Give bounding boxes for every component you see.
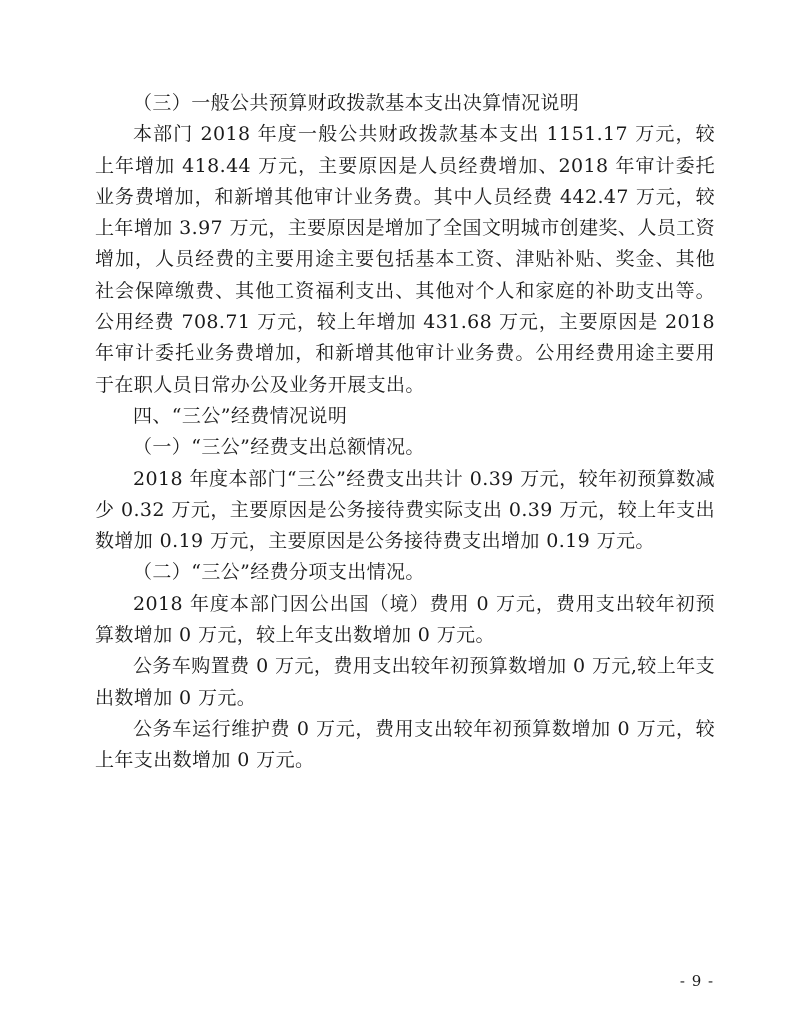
paragraph-total: 2018 年度本部门“三公”经费支出共计 0.39 万元，较年初预算数减少 0.32 万元，主要原因是公务接待费实际支出 0.39 万元，较上年支出数增加 0.19 万元，主要原因是公务接待费支出增加 0.19 万元。 [95, 467, 715, 553]
page-number: - 9 - [679, 972, 715, 990]
document-body [95, 88, 715, 777]
subsection-heading-itemized: （二）“三公”经费分项支出情况。 [133, 561, 425, 584]
paragraph-vehicle-purchase: 公务车购置费 0 万元，费用支出较年初预算数增加 0 万元,较上年支出数增加 0 万元。 [95, 655, 715, 709]
paragraph-overseas: 2018 年度本部门因公出国（境）费用 0 万元，费用支出较年初预算数增加 0 万元，较上年支出数增加 0 万元。 [95, 592, 715, 647]
section-heading-three-public: 四、“三公”经费情况说明 [133, 404, 348, 427]
subsection-heading-total: （一）“三公”经费支出总额情况。 [133, 436, 425, 459]
paragraph-vehicle-maintenance: 公务车运行维护费 0 万元，费用支出较年初预算数增加 0 万元，较上年支出数增加 0 万元。 [95, 717, 715, 772]
paragraph-basic-expenditure: 本部门 2018 年度一般公共财政拨款基本支出 1151.17 万元，较上年增加 418.44 万元，主要原因是人员经费增加、2018 年审计委托业务费增加，和新增其他审计业务费。其中人员经费 442.47 万元，较上年增加 3.97 万元，主要原因是增加了全国文明城市创建奖、人员工资增加，人员经费的主要用途主要包括基本工资、津贴补贴、奖金、其他社会保障缴费、其他工资福利支出、其他对个人和家庭的补助支出等。公用经费 708.71 万元，较上年增加 431.68 万元，主要原因是 2018 年审计委托业务费增加，和新增其他审计业务费。公用经费用途主要用于在职人员日常办公及业务开展支出。 [95, 123, 715, 396]
section-heading-basic-expenditure: （三）一般公共预算财政拨款基本支出决算情况说明 [133, 92, 580, 114]
